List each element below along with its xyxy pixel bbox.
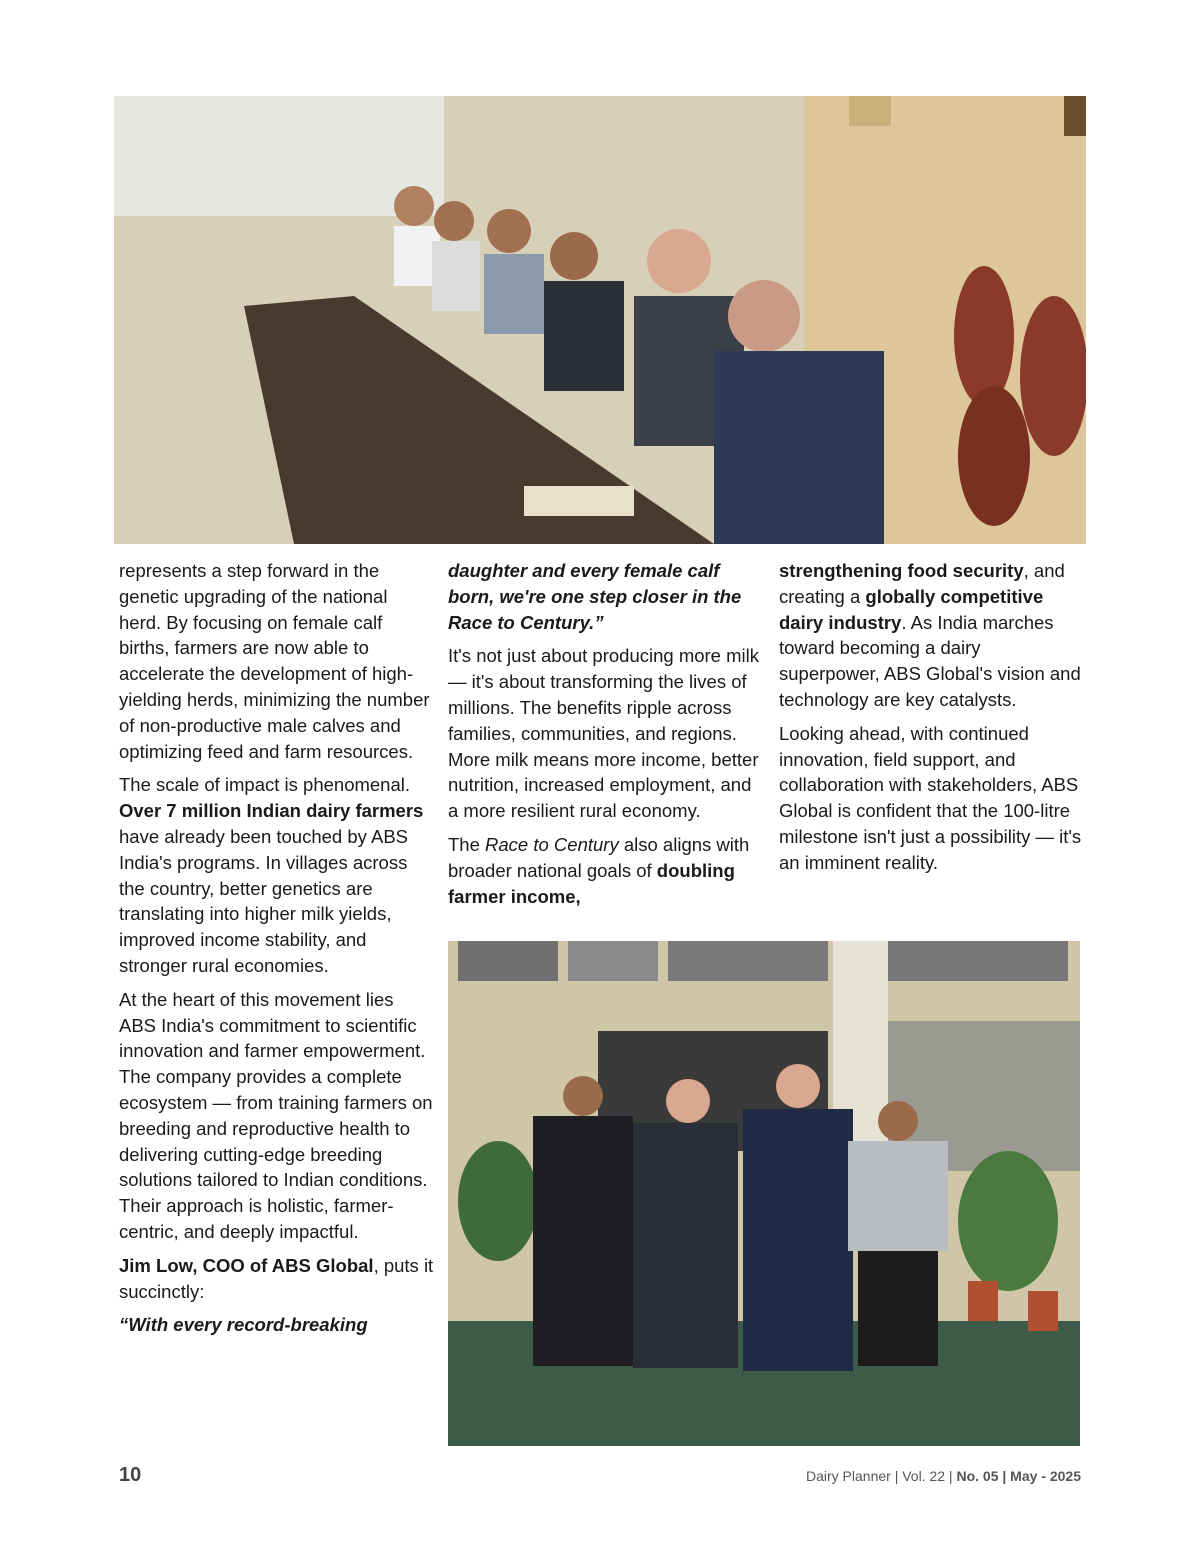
paragraph: represents a step forward in the genetic upgrading of the national herd. By focusing on female calf births, farmers are now able to accelerate the development of high-yielding herds, minimizing the number of non-productive male calves and optimizing feed and farm resources. <box>119 560 430 762</box>
page-number: 10 <box>119 1464 142 1486</box>
quote-continuation: daughter and every female calf born, we're one step closer in the Race to Century.” <box>448 560 742 633</box>
text-column-1 <box>119 558 434 1346</box>
paragraph: The Race to Century also aligns with broader national goals of doubling farmer income, <box>448 833 750 907</box>
text-column-2 <box>448 558 763 917</box>
paragraph: It's not just about producing more milk — it's about transforming the lives of millions. The benefits ripple across families, communities, and regions. More milk means more income, better nutrition, increased employment, and a more resilient rural economy. <box>448 645 759 822</box>
meeting-photo <box>114 96 1086 544</box>
group-photo <box>448 941 1080 1446</box>
publication-info: Dairy Planner | Vol. 22 | No. 05 | May - 2025 <box>806 1468 1081 1484</box>
text-column-3 <box>779 558 1084 884</box>
paragraph: Looking ahead, with continued innovation, field support, and collaboration with stakeholders, ABS Global is confident that the 100-litre milestone isn't just a possibility — it's an imminent reality. <box>779 722 1082 873</box>
quote-start: “With every record-breaking <box>119 1314 368 1336</box>
page-footer <box>119 1464 1081 1488</box>
paragraph: At the heart of this movement lies ABS India's commitment to scientific innovation and farmer empowerment. The company provides a complete ecosystem — from training farmers on breeding and reproductive health to delivering cutting-edge breeding solutions tailored to Indian conditions. Their approach is holistic, farmer-centric, and deeply impactful. <box>119 988 433 1242</box>
paragraph: The scale of impact is phenomenal. Over 7 million Indian dairy farmers have already been touched by ABS India's programs. In villages across the country, better genetics are translating into higher milk yields, improved income stability, and stronger rural economies. <box>119 774 424 976</box>
paragraph: strengthening food security, and creating a globally competitive dairy industry. As India marches toward becoming a dairy superpower, ABS Global's vision and technology are key catalysts. <box>779 560 1081 710</box>
paragraph: Jim Low, COO of ABS Global, puts it succinctly: <box>119 1254 434 1302</box>
